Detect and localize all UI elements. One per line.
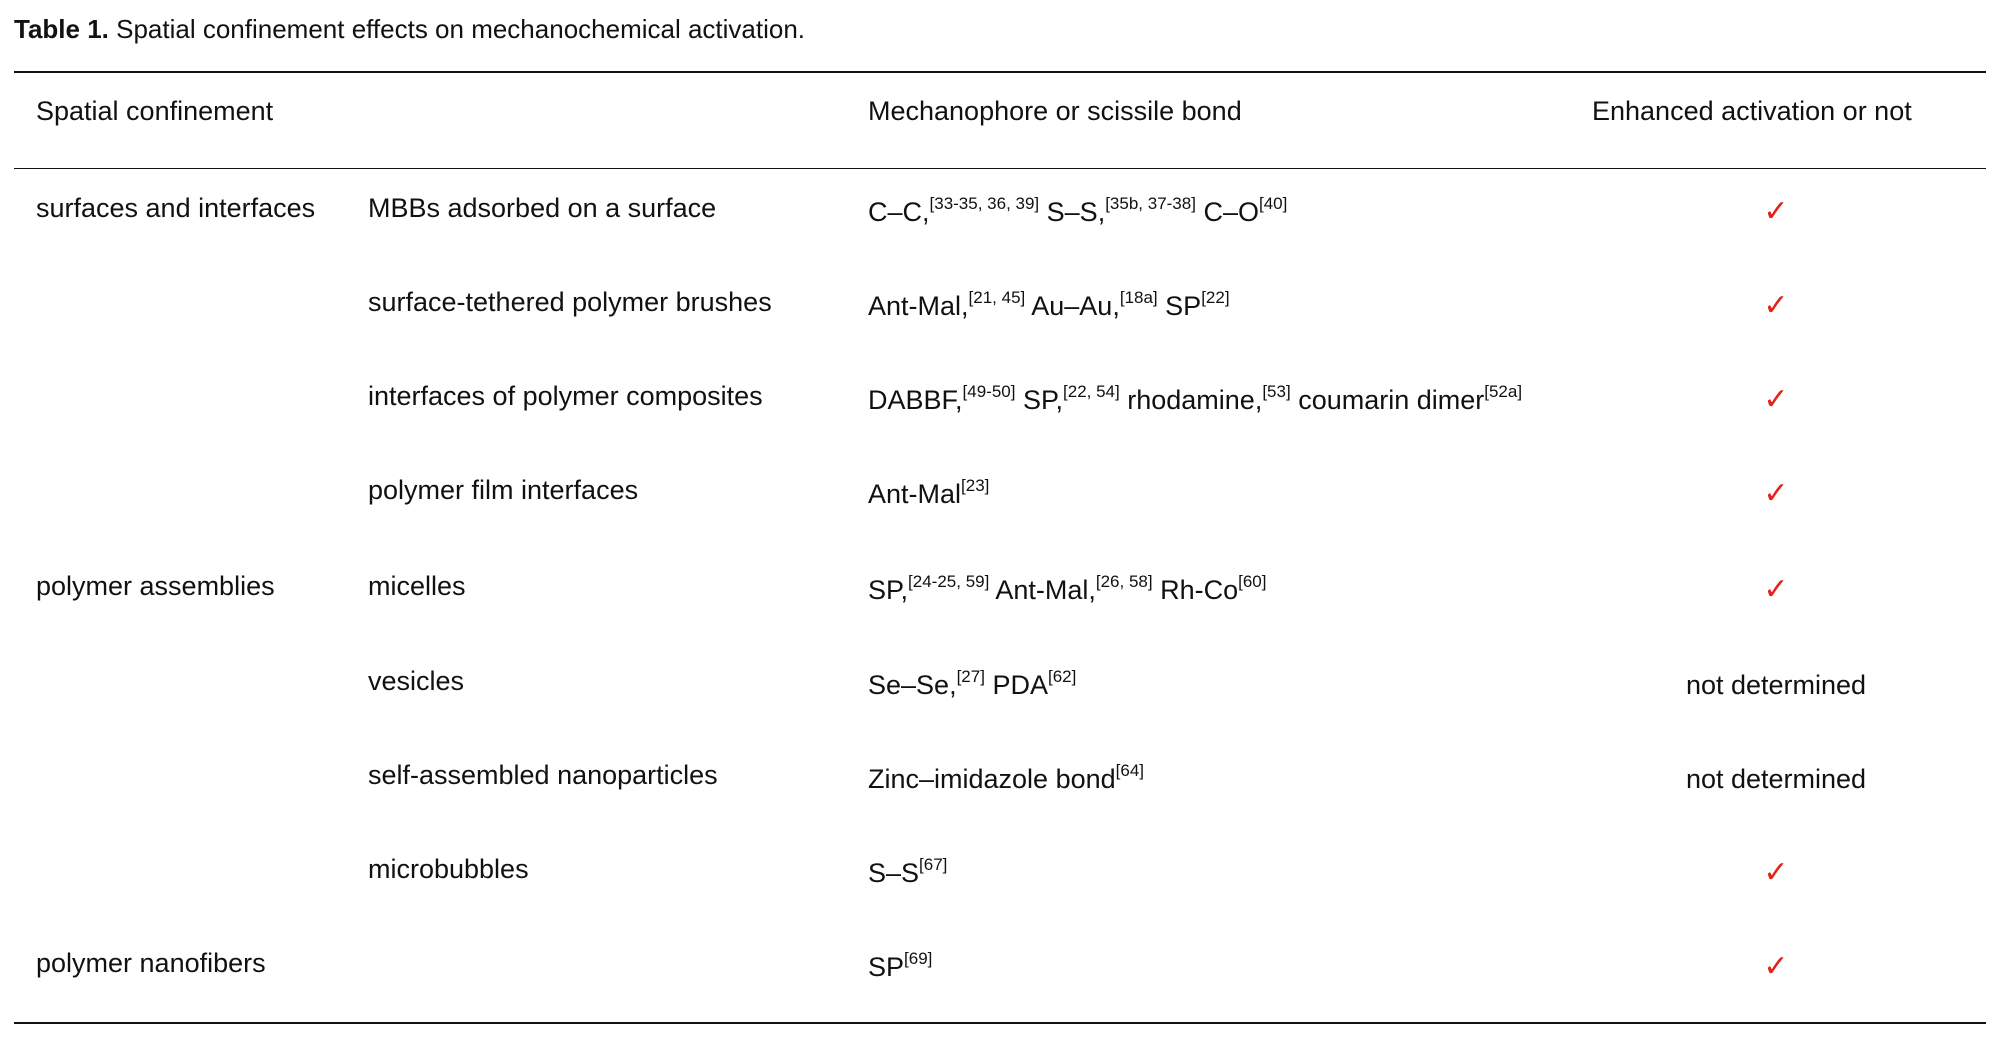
- bottom-rule: [14, 1022, 1986, 1024]
- bond-name: Au–Au,: [1025, 291, 1120, 321]
- row-bonds: [868, 574, 1266, 606]
- bond-reference: [22, 54]: [1063, 382, 1120, 401]
- check-icon: ✓: [1763, 383, 1789, 416]
- bond-reference: [40]: [1258, 194, 1288, 213]
- row-system: surface-tethered polymer brushes: [368, 287, 772, 317]
- bond-name: S–S: [868, 858, 920, 888]
- bond-name: Rh-Co: [1152, 575, 1239, 605]
- bond-name: Zinc–imidazole bond: [868, 764, 1116, 794]
- bond-reference: [26, 58]: [1095, 572, 1153, 591]
- row-system: interfaces of polymer composites: [368, 381, 763, 411]
- row-system: micelles: [368, 571, 466, 601]
- row-category: surfaces and interfaces: [36, 193, 316, 223]
- row-system: MBBs adsorbed on a surface: [368, 193, 717, 223]
- row-bonds: [868, 478, 989, 510]
- bond-name: DABBF,: [868, 385, 963, 415]
- bond-name: S–S,: [1039, 197, 1106, 227]
- row-category: polymer assemblies: [36, 571, 275, 601]
- top-rule: [14, 71, 1986, 73]
- activation-status: not determined: [1685, 670, 1867, 700]
- bond-name: SP,: [1015, 385, 1064, 415]
- header-rule: [14, 168, 1986, 169]
- bond-name: SP,: [868, 575, 909, 605]
- bond-name: C–C,: [868, 197, 930, 227]
- bond-name: Ant-Mal,: [868, 291, 969, 321]
- bond-reference: [52a]: [1484, 382, 1523, 401]
- bond-name: Ant-Mal: [868, 479, 962, 509]
- check-icon: ✓: [1763, 950, 1789, 983]
- bond-reference: [67]: [919, 855, 948, 874]
- table-caption: [14, 14, 805, 45]
- row-category: polymer nanofibers: [36, 948, 266, 978]
- bond-reference: [22]: [1201, 288, 1230, 307]
- row-bonds: [868, 669, 1076, 701]
- bond-name: Se–Se,: [868, 670, 957, 700]
- bond-name: C–O: [1195, 197, 1259, 227]
- caption-text: Spatial confinement effects on mechanochemical activation.: [108, 14, 806, 44]
- row-bonds: [868, 196, 1287, 228]
- row-system: self-assembled nanoparticles: [368, 760, 718, 790]
- bond-reference: [27]: [956, 667, 985, 686]
- bond-name: SP: [1157, 291, 1202, 321]
- bond-name: Ant-Mal,: [989, 575, 1096, 605]
- bond-name: coumarin dimer: [1290, 385, 1485, 415]
- row-bonds: [868, 384, 1522, 416]
- row-bonds: [868, 951, 932, 983]
- check-icon: ✓: [1763, 289, 1789, 322]
- row-system: microbubbles: [368, 854, 529, 884]
- header-enhanced-activation: Enhanced activation or not: [1592, 96, 1912, 126]
- check-icon: ✓: [1763, 477, 1789, 510]
- bond-name: PDA: [984, 670, 1048, 700]
- row-system: polymer film interfaces: [368, 475, 639, 505]
- row-bonds: [868, 857, 947, 889]
- check-icon: ✓: [1763, 856, 1789, 889]
- activation-status: not determined: [1685, 764, 1867, 794]
- header-mechanophore: Mechanophore or scissile bond: [868, 96, 1242, 126]
- header-spatial-confinement: Spatial confinement: [36, 96, 274, 126]
- row-bonds: [868, 290, 1230, 322]
- bond-reference: [33-35, 36, 39]: [929, 194, 1040, 213]
- bond-reference: [62]: [1047, 667, 1077, 686]
- bond-name: rhodamine,: [1119, 385, 1263, 415]
- bond-reference: [53]: [1262, 382, 1291, 401]
- caption-label: Table 1.: [14, 14, 109, 44]
- check-icon: ✓: [1763, 195, 1789, 228]
- bond-reference: [21, 45]: [968, 288, 1026, 307]
- bond-reference: [64]: [1115, 761, 1144, 780]
- bond-reference: [60]: [1238, 572, 1267, 591]
- bond-name: SP: [868, 952, 905, 982]
- row-bonds: [868, 763, 1144, 795]
- check-icon: ✓: [1763, 573, 1789, 606]
- bond-reference: [49-50]: [962, 382, 1016, 401]
- row-system: vesicles: [368, 666, 465, 696]
- bond-reference: [69]: [904, 949, 933, 968]
- bond-reference: [35b, 37-38]: [1105, 194, 1196, 213]
- bond-reference: [18a]: [1119, 288, 1158, 307]
- bond-reference: [23]: [961, 476, 990, 495]
- bond-reference: [24-25, 59]: [908, 572, 990, 591]
